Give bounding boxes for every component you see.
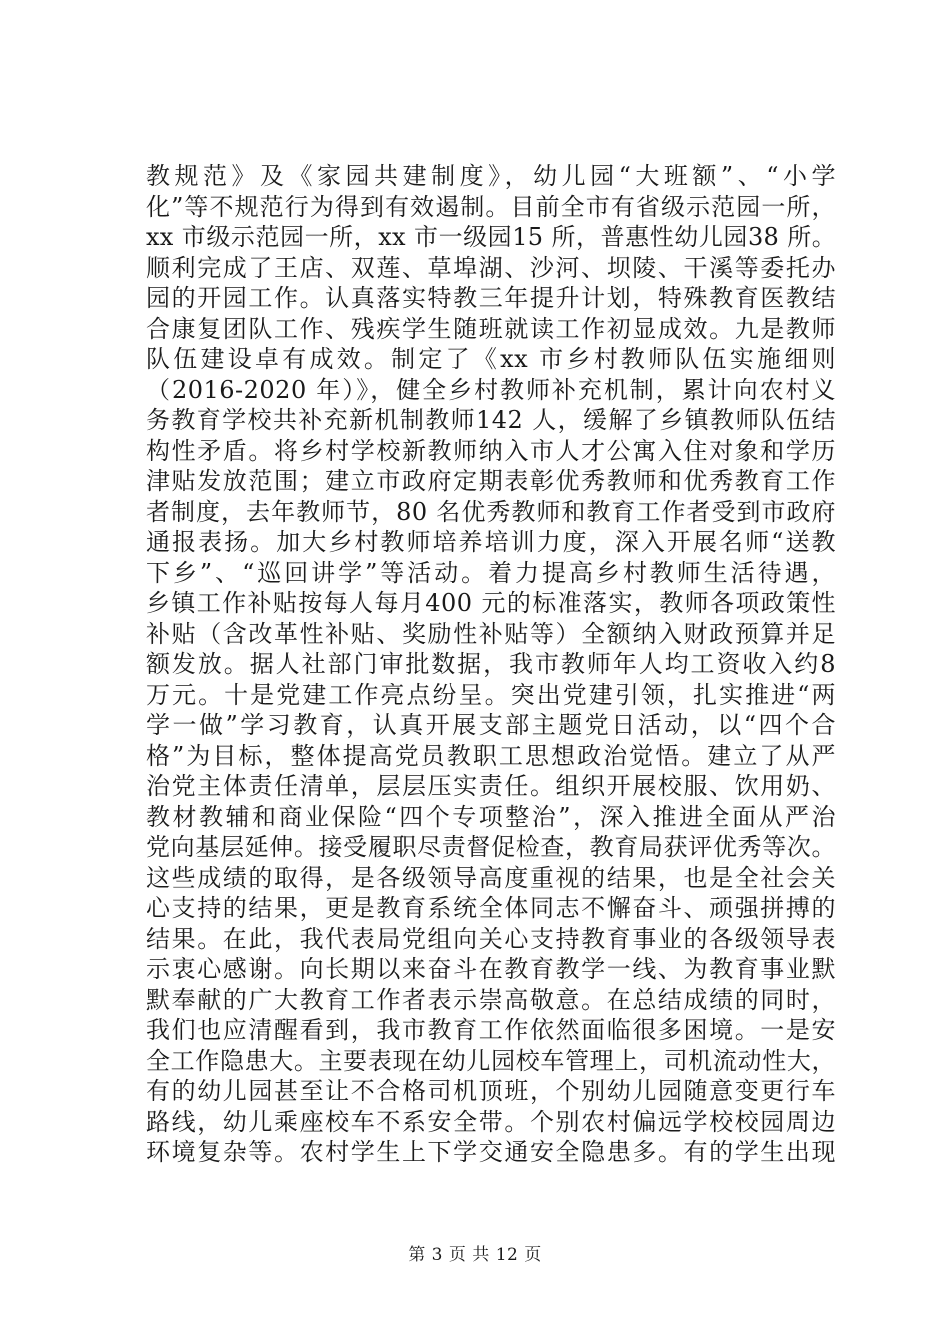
text-line: 补贴（含改革性补贴、奖励性补贴等）全额纳入财政预算并足 — [146, 619, 836, 648]
text-line: 化”等不规范行为得到有效遏制。目前全市有省级示范园一所， — [146, 192, 836, 221]
text-line: 结果。在此，我代表局党组向关心支持教育事业的各级领导表 — [146, 924, 836, 953]
text-line: 学一做”学习教育，认真开展支部主题党日活动，以“四个合 — [146, 711, 836, 739]
page-number-footer: 第 3 页 共 12 页 — [408, 1245, 542, 1265]
text-line: 治党主体责任清单，层层压实责任。组织开展校服、饮用奶、 — [146, 772, 836, 800]
text-line: 务教育学校共补充新机制教师142 人，缓解了乡镇教师队伍结 — [146, 406, 836, 434]
text-line: 路线，幼儿乘座校车不系安全带。个别农村偏远学校校园周边 — [146, 1107, 836, 1136]
text-line: 环境复杂等。农村学生上下学交通安全隐患多。有的学生出现 — [146, 1138, 836, 1166]
text-line: 津贴发放范围；建立市政府定期表彰优秀教师和优秀教育工作 — [146, 467, 836, 495]
text-line: 园的开园工作。认真落实特教三年提升计划，特殊教育医教结 — [146, 284, 836, 312]
text-line: （2016-2020 年）》，健全乡村教师补充机制，累计向农村义 — [146, 375, 836, 404]
text-line: 党向基层延伸。接受履职尽责督促检查，教育局获评优秀等次。 — [146, 833, 836, 861]
text-line: 构性矛盾。将乡村学校新教师纳入市人才公寓入住对象和学历 — [146, 436, 836, 465]
text-line: 顺利完成了王店、双莲、草埠湖、沙河、坝陵、干溪等委托办 — [146, 253, 836, 282]
text-line: 教规范》及《家园共建制度》，幼儿园“大班额”、“小学 — [146, 162, 836, 190]
text-line: 队伍建设卓有成效。制定了《xx 市乡村教师队伍实施细则 — [146, 345, 836, 373]
text-line: 我们也应清醒看到，我市教育工作依然面临很多困境。一是安 — [146, 1016, 836, 1044]
text-line: 心支持的结果，更是教育系统全体同志不懈奋斗、顽强拼搏的 — [146, 894, 836, 922]
text-line: 这些成绩的取得，是各级领导高度重视的结果，也是全社会关 — [146, 863, 836, 892]
text-line: 格”为目标，整体提高党员教职工思想政治觉悟。建立了从严 — [146, 741, 836, 770]
text-line: 全工作隐患大。主要表现在幼儿园校车管理上，司机流动性大， — [146, 1046, 836, 1075]
text-line: 有的幼儿园甚至让不合格司机顶班，个别幼儿园随意变更行车 — [146, 1077, 836, 1105]
text-line: 万元。十是党建工作亮点纷呈。突出党建引领，扎实推进“两 — [146, 680, 836, 709]
text-line: xx 市级示范园一所，xx 市一级园15 所，普惠性幼儿园38 所。 — [146, 223, 836, 251]
text-line: 示衷心感谢。向长期以来奋斗在教育教学一线、为教育事业默 — [146, 955, 836, 983]
text-line: 教材教辅和商业保险“四个专项整治”，深入推进全面从严治 — [146, 802, 836, 831]
text-line: 下乡”、“巡回讲学”等活动。着力提高乡村教师生活待遇， — [146, 558, 836, 587]
text-line: 额发放。据人社部门审批数据，我市教师年人均工资收入约8 — [146, 650, 836, 678]
text-line: 默奉献的广大教育工作者表示崇高敬意。在总结成绩的同时， — [146, 985, 836, 1014]
text-line: 乡镇工作补贴按每人每月400 元的标准落实，教师各项政策性 — [146, 589, 836, 617]
text-line: 合康复团队工作、残疾学生随班就读工作初显成效。九是教师 — [146, 314, 836, 343]
body-text — [146, 161, 836, 1168]
text-line: 者制度，去年教师节，80 名优秀教师和教育工作者受到市政府 — [146, 497, 836, 526]
text-line: 通报表扬。加大乡村教师培养培训力度，深入开展名师“送教 — [146, 528, 836, 556]
